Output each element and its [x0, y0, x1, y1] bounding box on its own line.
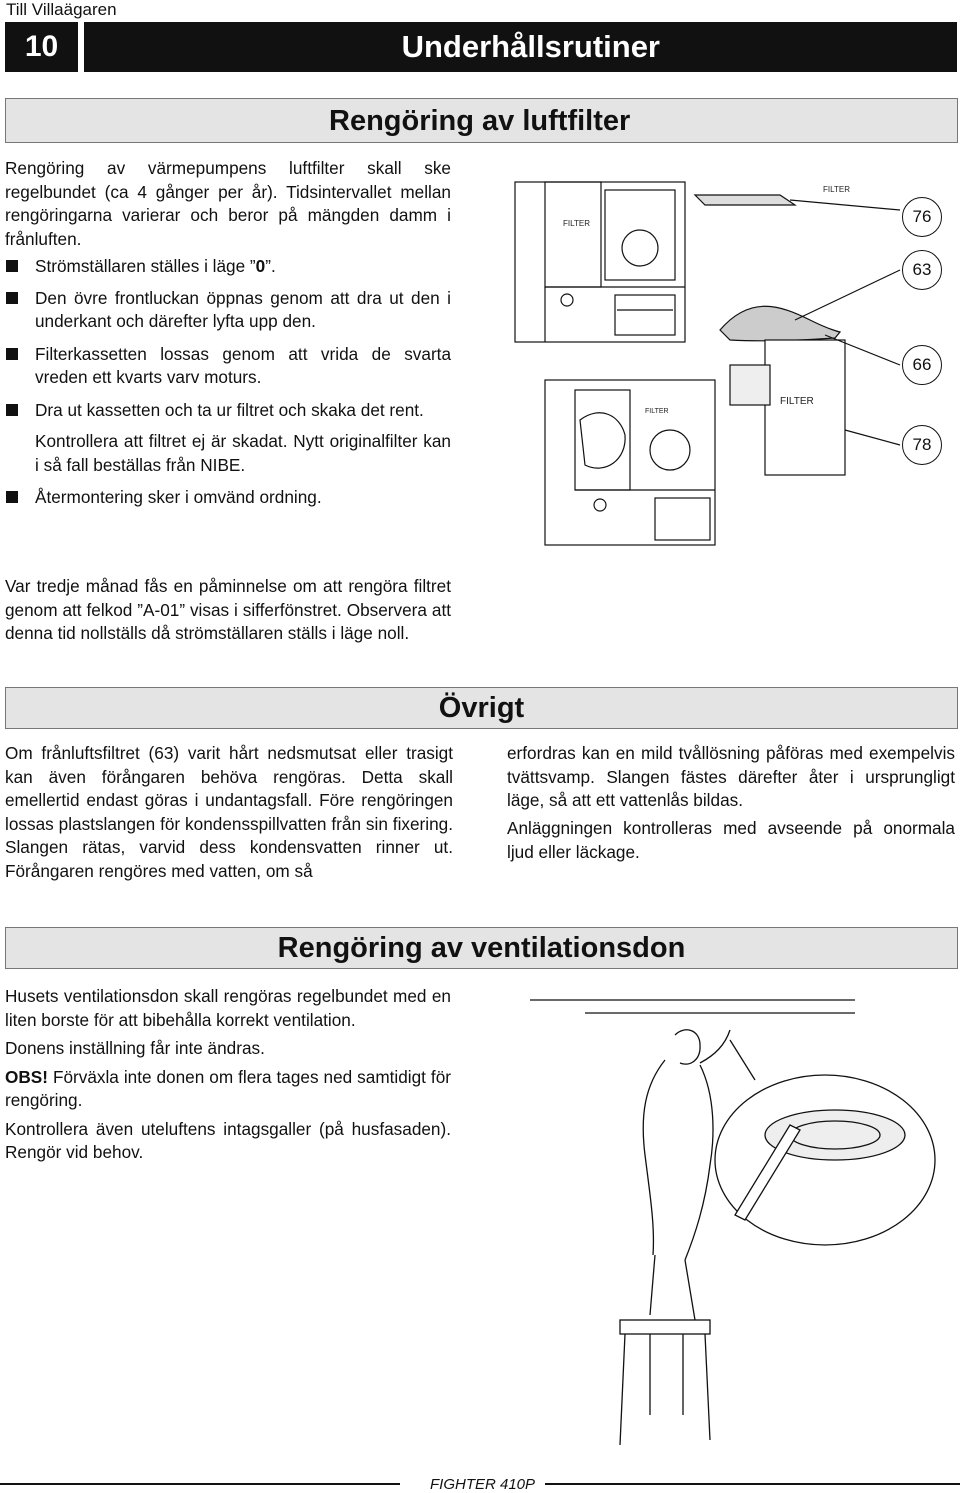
- filter-step-4-note: Kontrollera att filtret ej är skadat. Nytt originalfilter kan i så fall beställas från NIBE.: [35, 431, 451, 475]
- vent-p3-rest: Förväxla inte donen om flera tages ned samtidigt för rengöring.: [5, 1066, 451, 1110]
- callout-78: 78: [902, 425, 942, 465]
- section-title-other-text: Övrigt: [438, 692, 525, 724]
- other-right-text-2: Anläggningen kontrolleras med avseende på onormala ljud eller läckage.: [507, 818, 955, 862]
- person-body-left: [643, 1060, 665, 1255]
- lower-unit-fan-scroll: [580, 413, 625, 468]
- callout-76: 76: [902, 197, 942, 237]
- footer-rule-right: [545, 1483, 960, 1485]
- section-title-other: [5, 687, 958, 729]
- chapter-title: Underhållsrutiner: [401, 29, 660, 64]
- step1-prefix: Strömställaren ställes i läge ”: [35, 256, 256, 276]
- filter-step-5: Återmontering sker i omvänd ordning.: [5, 486, 451, 510]
- vent-p1: Husets ventilationsdon skall rengöras regelbundet med en liten borste för att bibehålla korrekt ventilation.: [5, 986, 451, 1030]
- section-title-vent-text: Rengöring av ventilationsdon: [277, 932, 686, 964]
- footer-rule-left: [0, 1483, 400, 1485]
- vent-p2: Donens inställning får inte ändras.: [5, 1038, 265, 1058]
- upper-unit-filter-door: [545, 182, 601, 287]
- filter-frame-top: [695, 195, 795, 205]
- callout-63: 63: [902, 250, 942, 290]
- lower-unit-open-bay: [575, 390, 630, 490]
- step1-bold: 0: [255, 256, 266, 276]
- filter-intro: Rengöring av värmepumpens luftfilter skall ske regelbundet (ca 4 gånger per år). Tidsintervallet mellan rengöringarna varierar och beror på mängden damm i frånluften.: [5, 158, 451, 249]
- lower-filter-label: FILTER: [645, 408, 669, 415]
- other-right-text-1: erfordras kan en mild tvållösning påföras med exempelvis tvättsvamp. Slangen fästes därefter åter i ursprungligt läge, så att ett vattenlås bildas.: [507, 743, 955, 810]
- footer-model-name: FIGHTER 410P: [430, 1476, 536, 1493]
- reminder-text: Var tredje månad fås en påminnelse om att rengöra filtret genom att felkod ”A-01” visas i sifferfönstret. Observera att denna tid nollställs då strömställaren ställs i läge noll.: [5, 576, 451, 643]
- cassette-filter-label: FILTER: [780, 396, 814, 407]
- filter-mat: [720, 306, 840, 341]
- step1-suffix: ”.: [265, 256, 276, 276]
- upper-unit-fan: [622, 230, 658, 266]
- vent-p3: [5, 1066, 451, 1113]
- chapter-header: [84, 22, 957, 72]
- vent-p4: Kontrollera även uteluftens intagsgaller (på husfasaden). Rengör vid behov.: [5, 1118, 451, 1162]
- filter-replacement-figure: [505, 160, 960, 555]
- person-arm: [700, 1030, 730, 1063]
- section-title-filter-text: Rengöring av luftfilter: [329, 105, 631, 137]
- upper-filter-label: FILTER: [563, 219, 590, 228]
- filter-step-3: Filterkassetten lossas genom att vrida de svarta vreden ett kvarts varv moturs.: [5, 343, 451, 390]
- upper-unit-outline: [515, 182, 685, 342]
- filter-step-2: Den övre frontluckan öppnas genom att dra ut den i underkant och därefter lyfta upp den.: [5, 287, 451, 334]
- vent-cleaning-figure: [525, 985, 960, 1460]
- vent-instructions: [5, 985, 451, 1165]
- filter-step-4: Dra ut kassetten och ta ur filtret och skaka det rent.: [5, 399, 451, 423]
- stool-seat: [620, 1320, 710, 1334]
- person-head: [675, 1030, 700, 1064]
- vent-obs-label: OBS!: [5, 1066, 48, 1087]
- lower-unit-fan: [650, 430, 690, 470]
- document-owner-label: Till Villaägaren: [6, 0, 117, 19]
- section-title-filter: [5, 98, 958, 143]
- top-filter-label: FILTER: [823, 185, 850, 194]
- person-body-right: [685, 1065, 713, 1260]
- filter-instructions: [5, 157, 451, 510]
- other-left-text: Om frånluftsfiltret (63) varit hårt nedsmutsat eller trasigt kan även förångaren behöva rengöras. Detta skall emellertid endast göras i undantagsfall. Före rengöringen lossas plastslangen för kondensspillvatten från sin fixering. Slangen rätas, varvid dess kondensvatten rinner ut. Förångaren rengöres med vatten, om så: [5, 743, 453, 881]
- callout-66: 66: [902, 345, 942, 385]
- section-title-vent: [5, 927, 958, 969]
- page-number: 10: [5, 22, 78, 72]
- filter-step-1: [5, 255, 451, 279]
- filter-cassette: [765, 340, 845, 475]
